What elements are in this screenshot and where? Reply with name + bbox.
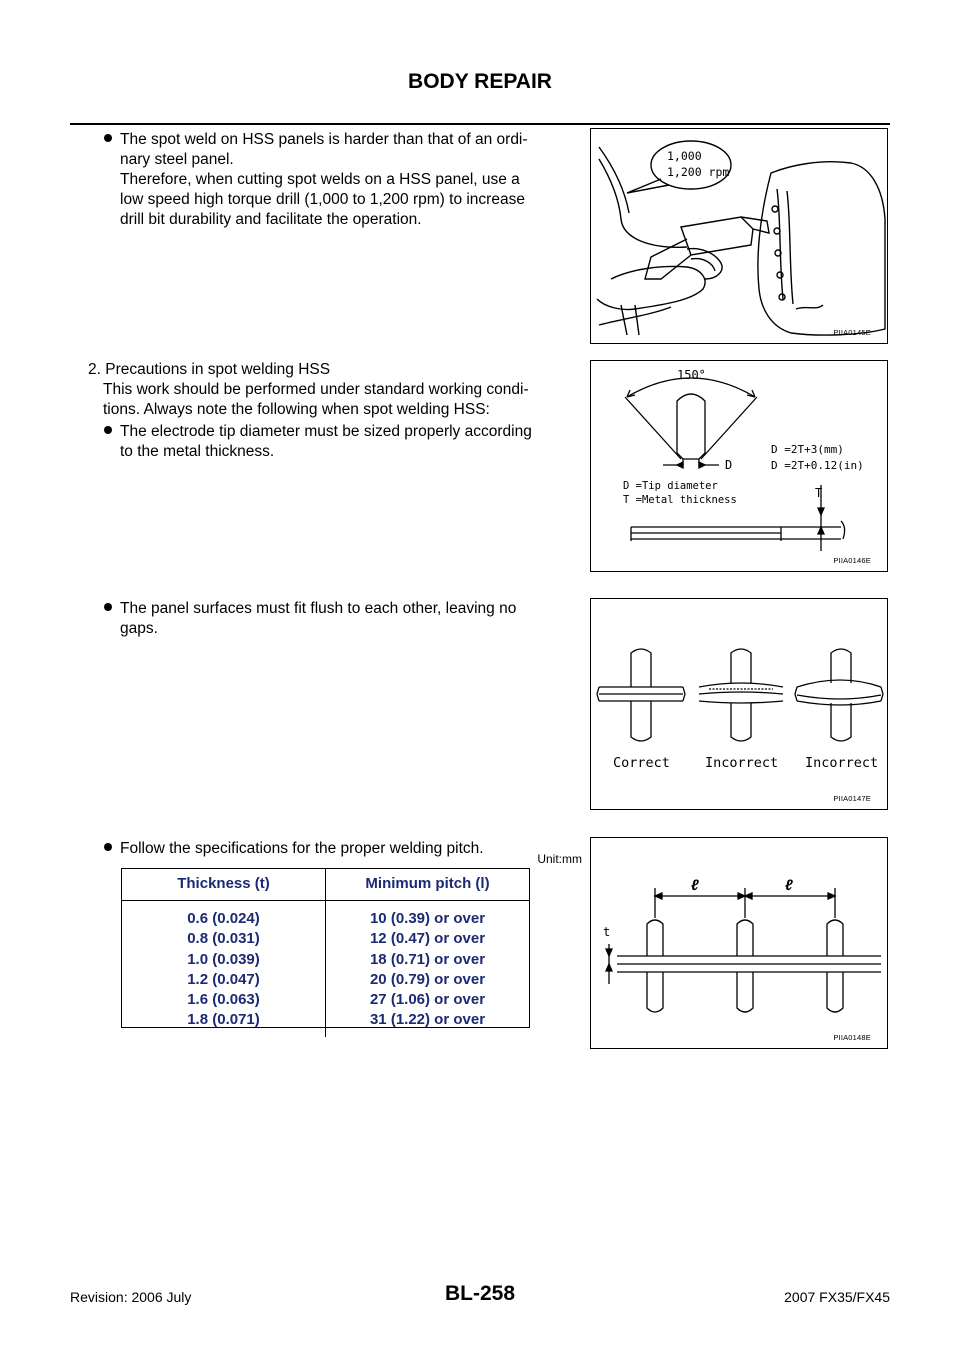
- figure-id: PIIA0148E: [833, 1033, 871, 1042]
- pitch-values: 10 (0.39) or over 12 (0.47) or over 18 (0.71) or over 20 (0.79) or over 27 (1.06) or over 31 (1.22) or over: [369, 910, 486, 1029]
- section-heading: 2. Precautions in spot welding HSS: [88, 361, 331, 378]
- col-header-pitch: Minimum pitch (l): [326, 869, 530, 901]
- metal-thickness-def: T =Metal thickness: [623, 494, 737, 506]
- section-intro: This work should be performed under standard working condi-: [103, 381, 529, 398]
- thickness-values: 0.6 (0.024) 0.8 (0.031) 1.0 (0.039) 1.2 (0.047) 1.6 (0.063) 1.8 (0.071): [122, 901, 326, 1037]
- page-number: BL-258: [444, 1282, 516, 1305]
- figure-electrode-tip: [590, 360, 888, 572]
- bullet-line: Therefore, when cutting spot welds on a HSS panel, use a: [120, 171, 520, 188]
- figure-drilling: [590, 128, 888, 344]
- bullet-line: The spot weld on HSS panels is harder than that of an ordi-: [120, 131, 528, 148]
- pitch-l-label: ℓ: [785, 877, 793, 894]
- label-incorrect: Incorrect: [705, 755, 779, 771]
- formula-mm: D =2T+3(mm): [771, 443, 844, 456]
- bullet-icon: [104, 843, 112, 851]
- figure-id: PIIA0146E: [833, 556, 871, 565]
- bullet-line: gaps.: [120, 620, 158, 637]
- bullet-icon: [104, 426, 112, 434]
- angle-label: 150°: [677, 368, 706, 382]
- figure-weld-pitch: [590, 837, 888, 1049]
- label-correct: Correct: [613, 755, 670, 771]
- table-unit: Unit:mm: [537, 852, 582, 866]
- surface-fit-diagram: [591, 599, 887, 809]
- page-title: BODY REPAIR: [408, 70, 552, 93]
- thickness-t-label: T: [815, 486, 823, 500]
- tip-diameter-bullet: [104, 422, 580, 462]
- section-intro: tions. Always note the following when spot welding HSS:: [103, 401, 490, 418]
- thickness-t-label: t: [603, 925, 611, 939]
- bullet-line: The panel surfaces must fit flush to each other, leaving no: [120, 600, 517, 617]
- bullet-line: drill bit durability and facilitate the operation.: [120, 211, 422, 228]
- callout-speed-2: 1,200 rpm: [667, 165, 730, 179]
- bullet-line: to the metal thickness.: [120, 443, 275, 460]
- figure-id: PIIA0145E: [833, 328, 871, 337]
- col-header-thickness: Thickness (t): [122, 869, 326, 901]
- bullet-line: The electrode tip diameter must be sized properly according: [120, 423, 532, 440]
- pitch-table: [122, 869, 529, 1037]
- bullet-icon: [104, 603, 112, 611]
- bullet-line: low speed high torque drill (1,000 to 1,200 rpm) to increase: [120, 191, 525, 208]
- spot-welding-section: [88, 360, 580, 420]
- figure-id: PIIA0147E: [833, 794, 871, 803]
- drill-bullet: [104, 130, 580, 230]
- formula-in: D =2T+0.12(in): [771, 459, 864, 472]
- pitch-l-label: ℓ: [691, 877, 699, 894]
- vehicle-model: 2007 FX35/FX45: [784, 1289, 890, 1305]
- revision-date: Revision: 2006 July: [70, 1289, 192, 1305]
- label-incorrect: Incorrect: [805, 755, 879, 771]
- pitch-table-frame: [121, 868, 530, 1028]
- weld-pitch-diagram: [591, 838, 887, 1048]
- header-rule: [70, 123, 890, 125]
- bullet-line: nary steel panel.: [120, 151, 234, 168]
- tip-d-label: D: [725, 458, 733, 472]
- callout-speed-1: 1,000: [667, 149, 702, 163]
- bullet-line: Follow the specifications for the proper welding pitch.: [120, 840, 484, 857]
- bullet-icon: [104, 134, 112, 142]
- tip-diameter-def: D =Tip diameter: [623, 480, 718, 492]
- flush-bullet: [104, 599, 580, 639]
- drilling-illustration: [591, 129, 887, 343]
- figure-surface-fit: [590, 598, 888, 810]
- electrode-tip-diagram: [591, 361, 887, 571]
